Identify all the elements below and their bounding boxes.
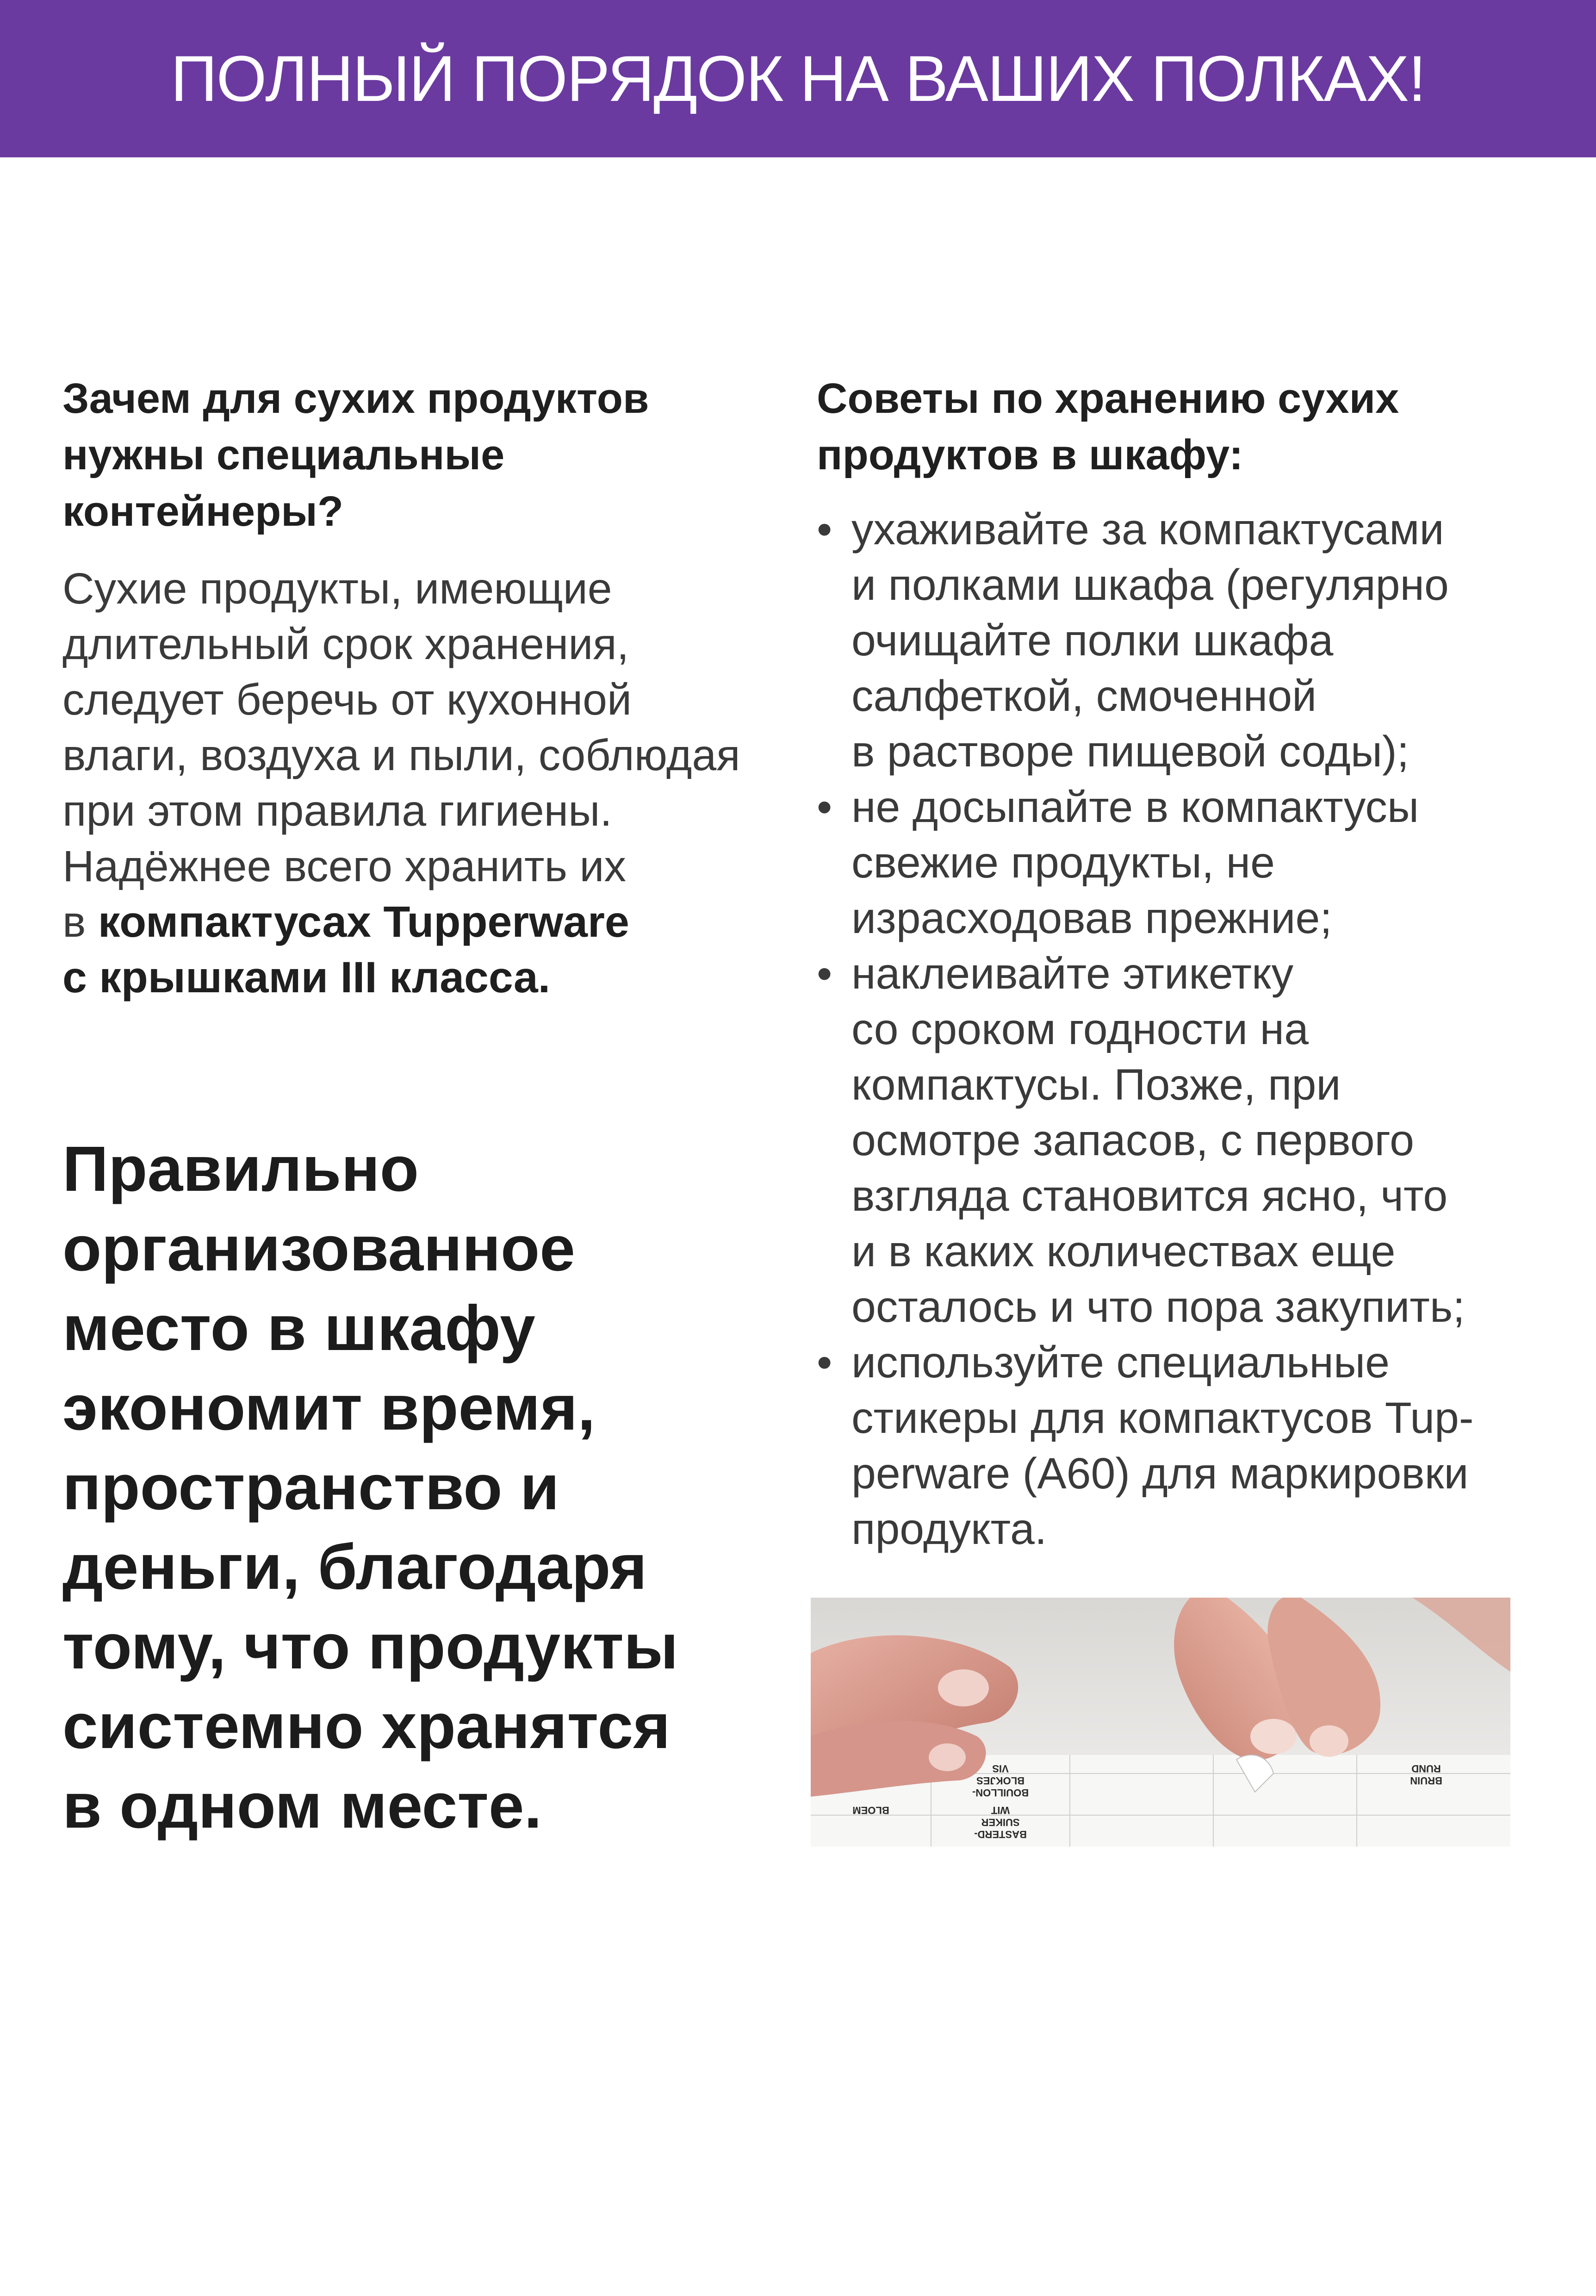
answer-paragraph: [62, 561, 784, 1005]
sticker-label: BASTERD-: [974, 1829, 1027, 1840]
right-thumbnail: [1250, 1719, 1297, 1754]
statement-line: пространство и: [62, 1452, 559, 1523]
bullet-icon: •: [817, 1338, 832, 1387]
tip-line: израсходовав прежние;: [851, 894, 1332, 943]
product-highlight: компактусах Tupperware: [98, 897, 629, 946]
statement-line: тому, что продукты: [62, 1611, 678, 1682]
right-index-nail: [1310, 1725, 1348, 1757]
tip-line: ухаживайте за компактусами: [851, 505, 1444, 554]
sticker-label: VIS: [992, 1763, 1009, 1774]
question-line: нужны специальные: [62, 431, 505, 479]
left-fingernail: [938, 1669, 989, 1706]
statement-line: место в шкафу: [62, 1293, 535, 1364]
answer-line: [62, 894, 784, 950]
answer-line: [62, 950, 784, 1005]
sticker-label: SUIKER: [981, 1817, 1020, 1828]
tip-line: осталось и что пора закупить;: [851, 1282, 1465, 1332]
tip-line: стикеры для компактусов Tup-: [851, 1394, 1474, 1443]
tip-item: [817, 779, 1539, 946]
statement-line: деньги, благодаря: [62, 1531, 647, 1603]
right-column: [817, 370, 1539, 1557]
page-title: ПОЛНЫЙ ПОРЯДОК НА ВАШИХ ПОЛКАХ!: [170, 42, 1426, 115]
question-line: Зачем для сухих продуктов: [62, 375, 649, 422]
tip-line: компактусы. Позже, при: [851, 1060, 1341, 1109]
tip-line: осмотре запасов, с первого: [851, 1116, 1414, 1165]
tip-line: продукта.: [851, 1505, 1047, 1554]
answer-line: Сухие продукты, имеющие: [62, 564, 612, 613]
tip-line: perware (A60) для маркировки: [851, 1449, 1469, 1498]
tip-line: используйте специальные: [851, 1338, 1390, 1387]
answer-line: при этом правила гигиены.: [62, 786, 612, 835]
lid-class-highlight: с крышками III класса.: [62, 953, 551, 1002]
sticker-label: BLOKJES: [976, 1775, 1025, 1786]
answer-line: влаги, воздуха и пыли, соблюдая: [62, 731, 740, 780]
question-heading: [62, 370, 784, 540]
tip-line: и полками шкафа (регулярно: [851, 560, 1449, 610]
sticker-label: BOUILLON-: [972, 1787, 1029, 1798]
statement-line: экономит время,: [62, 1372, 596, 1444]
sticker-photo-illustration: [811, 1598, 1510, 1847]
sticker-photo: [811, 1598, 1510, 1847]
key-statement: [62, 1129, 784, 1846]
tips-heading: [817, 370, 1539, 483]
statement-line: системно хранятся: [62, 1691, 671, 1762]
tip-line: взгляда становится ясно, что: [851, 1171, 1448, 1220]
statement-line: организованное: [62, 1213, 575, 1284]
tips-heading-line: продуктов в шкафу:: [817, 431, 1243, 479]
tip-line: и в каких количествах еще: [851, 1227, 1396, 1276]
tip-line: в растворе пищевой соды);: [851, 727, 1410, 776]
tip-line: со сроком годности на: [851, 1005, 1309, 1054]
tips-list: [817, 502, 1539, 1557]
tips-heading-line: Советы по хранению сухих: [817, 375, 1399, 422]
tip-line: наклеивайте этикетку: [851, 949, 1294, 998]
statement-line: в одном месте.: [62, 1770, 542, 1842]
sticker-label: RUND: [1411, 1763, 1441, 1774]
statement-line: Правильно: [62, 1133, 419, 1205]
tip-item: [817, 946, 1539, 1335]
tip-line: не досыпайте в компактусы: [851, 783, 1419, 832]
answer-prefix: в: [62, 897, 98, 946]
answer-line: следует беречь от кухонной: [62, 675, 632, 724]
sticker-label: BRUIN: [1410, 1775, 1442, 1786]
left-fingernail-lower: [929, 1743, 966, 1771]
answer-line: Надёжнее всего хранить их: [62, 842, 626, 891]
tip-item: [817, 1335, 1539, 1557]
bullet-icon: •: [817, 949, 832, 998]
sticker-label: BLOEM: [852, 1804, 889, 1816]
bullet-icon: •: [817, 505, 832, 554]
tip-line: свежие продукты, не: [851, 838, 1275, 887]
answer-line: длительный срок хранения,: [62, 620, 629, 669]
tip-item: [817, 502, 1539, 779]
tip-line: очищайте полки шкафа: [851, 616, 1334, 665]
left-column: [62, 370, 784, 1005]
bullet-icon: •: [817, 783, 832, 832]
question-line: контейнеры?: [62, 488, 344, 535]
tip-line: салфеткой, смоченной: [851, 672, 1317, 721]
sticker-label: WIT: [991, 1804, 1010, 1816]
